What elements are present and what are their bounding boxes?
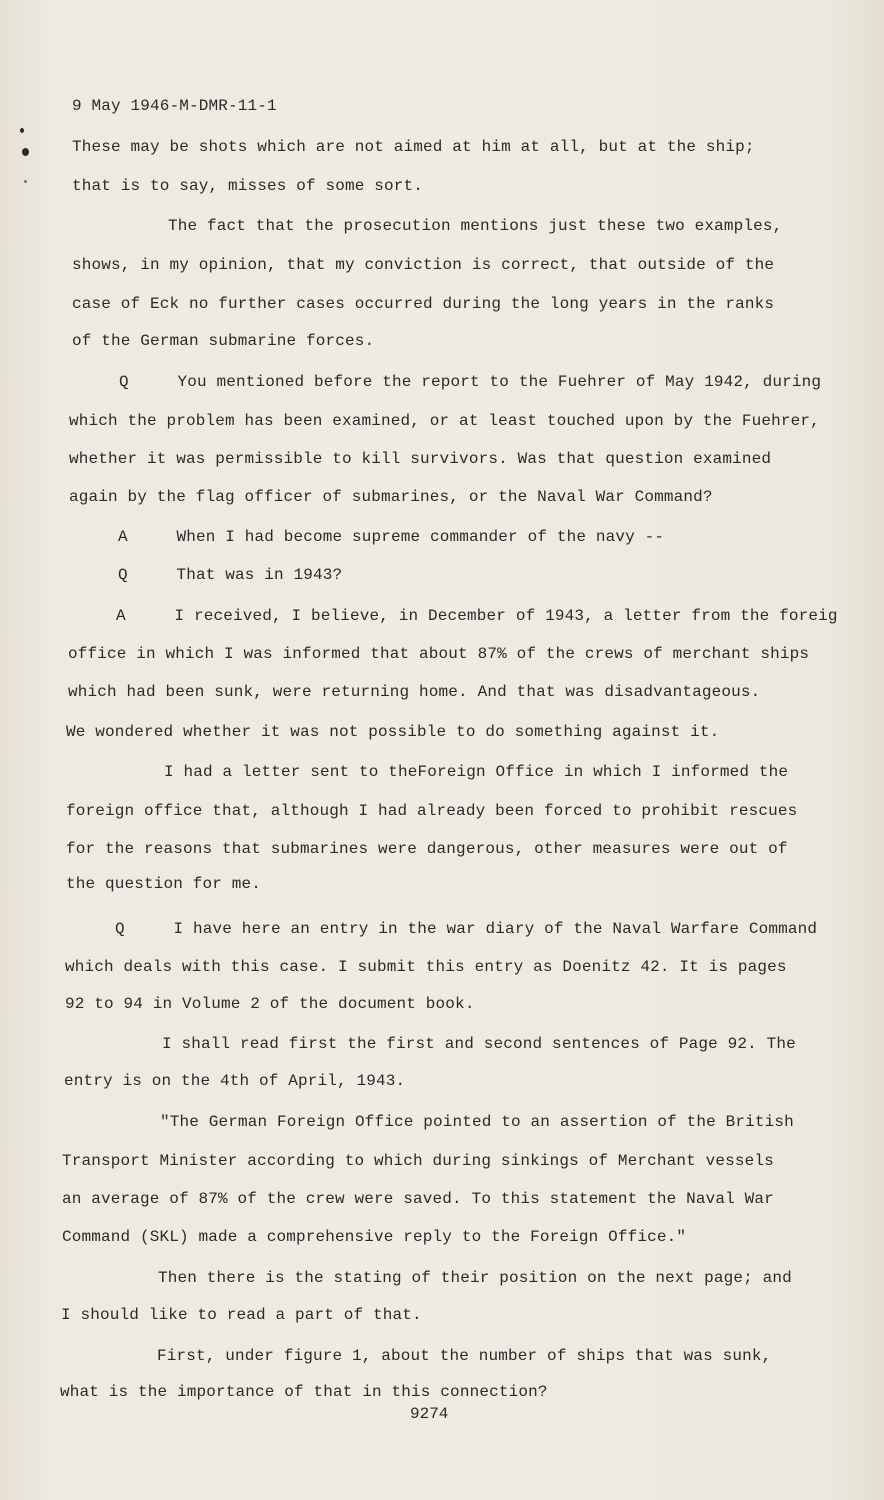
text-line: A When I had become supreme commander of the navy -- [118, 528, 665, 546]
text-line: for the reasons that submarines were dangerous, other measures were out of [66, 840, 788, 858]
text-line: I shall read first the first and second sentences of Page 92. The [162, 1035, 796, 1053]
text-line: of the German submarine forces. [72, 332, 375, 350]
text-line: 92 to 94 in Volume 2 of the document book. [65, 995, 475, 1013]
text-line: again by the flag officer of submarines, or the Naval War Command? [69, 488, 713, 506]
text-line: Q You mentioned before the report to the Fuehrer of May 1942, during [119, 373, 822, 391]
text-line: Transport Minister according to which during sinkings of Merchant vessels [62, 1152, 774, 1170]
text-line: I should like to read a part of that. [61, 1306, 422, 1324]
text-line: A I received, I believe, in December of 1943, a letter from the foreig [116, 607, 838, 625]
text-line: shows, in my opinion, that my conviction is correct, that outside of the [72, 256, 775, 274]
text-line: Q I have here an entry in the war diary of the Naval Warfare Command [115, 920, 818, 938]
text-line: The fact that the prosecution mentions just these two examples, [168, 217, 783, 235]
binder-hole-mark [22, 148, 29, 156]
text-line: entry is on the 4th of April, 1943. [64, 1072, 406, 1090]
text-line: These may be shots which are not aimed at him at all, but at the ship; [72, 138, 755, 156]
text-line: case of Eck no further cases occurred during the long years in the ranks [72, 295, 775, 313]
text-line: Command (SKL) made a comprehensive reply to the Foreign Office." [62, 1228, 687, 1246]
document-header: 9 May 1946-M-DMR-11-1 [72, 97, 277, 115]
text-line: First, under figure 1, about the number of ships that was sunk, [157, 1347, 772, 1365]
text-line: what is the importance of that in this connection? [60, 1383, 548, 1401]
text-line: foreign office that, although I had already been forced to prohibit rescues [66, 802, 798, 820]
binder-hole-mark [24, 180, 27, 183]
text-line: which had been sunk, were returning home. And that was disadvantageous. [68, 683, 761, 701]
text-line: whether it was permissible to kill survivors. Was that question examined [69, 450, 772, 468]
text-line: an average of 87% of the crew were saved. To this statement the Naval War [62, 1190, 774, 1208]
text-line: that is to say, misses of some sort. [72, 177, 424, 195]
text-line: which deals with this case. I submit this entry as Doenitz 42. It is pages [65, 958, 787, 976]
text-line: "The German Foreign Office pointed to an assertion of the British [160, 1113, 794, 1131]
text-line: office in which I was informed that about 87% of the crews of merchant ships [68, 645, 810, 663]
binder-hole-mark [20, 128, 24, 133]
text-line: Then there is the stating of their position on the next page; and [158, 1269, 792, 1287]
text-line: the question for me. [66, 875, 262, 893]
text-line: which the problem has been examined, or at least touched upon by the Fuehrer, [69, 412, 820, 430]
text-line: I had a letter sent to theForeign Office in which I informed the [164, 763, 789, 781]
text-line: Q That was in 1943? [118, 566, 343, 584]
page-number: 9274 [410, 1405, 449, 1423]
text-line: We wondered whether it was not possible to do something against it. [66, 723, 720, 741]
